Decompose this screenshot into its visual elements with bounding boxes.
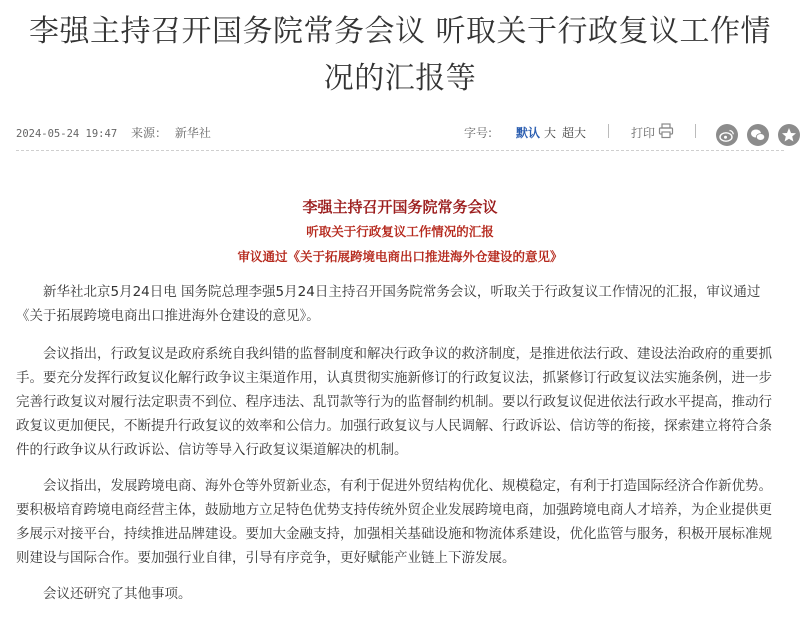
toolbar-divider [608, 124, 609, 138]
wechat-icon[interactable] [747, 124, 769, 146]
font-size-xlarge[interactable]: 超大 [562, 126, 587, 140]
print-link[interactable]: 打印 [631, 126, 656, 140]
font-size-large[interactable]: 大 [544, 126, 557, 140]
meta-info [16, 124, 211, 141]
lead-subhead-1: 听取关于行政复议工作情况的汇报 [306, 224, 494, 239]
font-size-label: 字号: [464, 126, 493, 140]
body-paragraph: 会议还研究了其他事项。 [43, 586, 192, 602]
article-meta-bar [16, 118, 784, 146]
weibo-icon[interactable] [716, 124, 738, 146]
source-label: 来源： [130, 126, 167, 140]
qzone-star-icon[interactable] [778, 124, 800, 146]
source-name: 新华社 [174, 126, 211, 140]
body-paragraph: 会议指出，行政复议是政府系统自我纠错的监督制度和解决行政争议的救济制度，是推进依法行政、建设法治政府的重要抓手。要充分发挥行政复议化解行政争议主渠道作用，认真贯彻实施新修订的行政复议法，抓紧修订行政复议法实施条例，进一步完善行政复议对履行法定职责不到位、程序违法、乱罚款等行为的监督制约机制。要以行政复议促进依法行政水平提高，推动行政复议更加便民，不断提升行政复议的效率和公信力。加强行政复议与人民调解、行政诉讼、信访等的衔接，探索建立将符合条件的行政争议从行政诉讼、信访等导入行政复议渠道解决的机制。 [16, 346, 772, 458]
publish-date: 2024-05-24 19:47 [16, 128, 118, 140]
print-icon[interactable] [658, 123, 674, 142]
header-divider [16, 150, 784, 151]
font-size-default[interactable]: 默认 [516, 126, 541, 140]
toolbar-divider [695, 124, 696, 138]
article-title: 李强主持召开国务院常务会议 听取关于行政复议工作情况的汇报等 [28, 14, 772, 96]
body-paragraph: 新华社北京5月24日电 国务院总理李强5月24日主持召开国务院常务会议，听取关于行政复议工作情况的汇报，审议通过《关于拓展跨境电商出口推进海外仓建设的意见》。 [16, 284, 761, 324]
lead-subhead-2: 审议通过《关于拓展跨境电商出口推进海外仓建设的意见》 [237, 249, 563, 264]
body-paragraph: 会议指出，发展跨境电商、海外仓等外贸新业态，有利于促进外贸结构优化、规模稳定，有利于打造国际经济合作新优势。要积极培育跨境电商经营主体，鼓励地方立足特色优势支持传统外贸企业发展跨境电商，加强跨境电商人才培养，为企业提供更多展示对接平台，持续推进品牌建设。要加大金融支持，加强相关基础设施和物流体系建设，优化监管与服务，积极开展标准规则建设与国际合作。要加强行业自律，引导有序竞争，更好赋能产业链上下游发展。 [16, 478, 772, 566]
lead-headline: 李强主持召开国务院常务会议 [302, 198, 498, 216]
